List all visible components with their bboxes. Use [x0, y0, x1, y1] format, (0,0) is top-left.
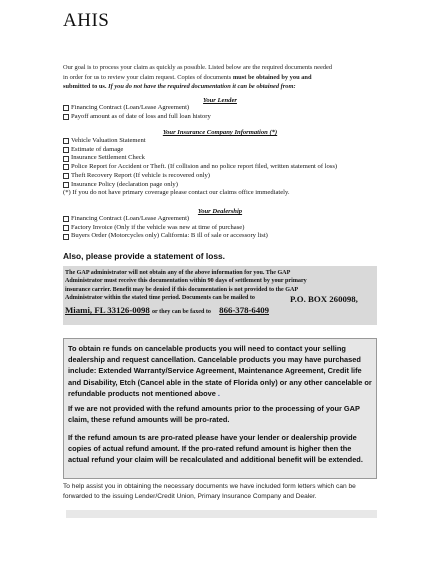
checkbox[interactable]	[63, 156, 69, 162]
checkbox[interactable]	[63, 182, 69, 188]
insurance-heading: Your Insurance Company Information (*)	[162, 129, 278, 136]
refund-paragraph-2: If we are not provided with the refund amounts prior to the processing of your GAP claim, these refund amounts will be pro-rated.	[68, 404, 360, 425]
checkbox[interactable]	[63, 225, 69, 231]
city-fax-line	[65, 305, 269, 315]
checklist-label: Theft Recovery Report (If vehicle is recovered only)	[71, 171, 210, 179]
checklist-label: Buyers Order (Motorcycles only) California: B ill of sale or accessory list)	[71, 232, 268, 240]
fax-number: 866-378-6409	[219, 305, 270, 315]
checkbox[interactable]	[63, 138, 69, 144]
checkbox[interactable]	[63, 114, 69, 120]
refund-information-box	[63, 338, 377, 479]
checklist-item[interactable]	[63, 224, 268, 233]
intro-line-1: Our goal is to process your claim as quickly as possible. Listed below are the required documents needed	[63, 64, 333, 71]
intro-paragraph	[63, 63, 383, 92]
checklist-item[interactable]	[63, 137, 337, 146]
checklist-label: Police Report for Accident or Theft. (If collision and no police report filed, written statement of loss)	[71, 163, 338, 171]
intro-emphasis-1: must be obtained by you and	[232, 73, 312, 81]
checklist-label: Financing Contract (Loan/Lease Agreement)	[71, 104, 190, 111]
lender-checklist	[63, 104, 211, 121]
checkbox[interactable]	[63, 216, 69, 222]
checklist-label: Factory Invoice (Only if the vehicle was new at time of purchase)	[71, 223, 245, 231]
po-box-address: P.O. BOX 260098,	[290, 294, 358, 304]
intro-emphasis-2: submitted to us.	[63, 83, 107, 90]
gap-line: Administrator must receive this documentation within 90 days of settlement by your primary	[65, 278, 307, 285]
checklist-item[interactable]	[63, 104, 211, 113]
gap-line: Administrator within the stated time period. Documents can be mailed to	[65, 295, 255, 302]
refund-text-1: To obtain re funds on cancelable products you will need to contact your selling dealership and request cancellation. Cancelable products you may have purchased include: Extended Warranty/Service Agreement, Maintenance Agreement, Credit life and Disability, Etch (Cancel able in the state of Florida only) or any other cancelable or refundable products not mentioned above	[68, 344, 372, 398]
checklist-item[interactable]	[63, 154, 337, 163]
loss-statement-request: Also, please provide a statement of loss.	[63, 251, 225, 261]
gap-line: insurance carrier. Benefit may be denied if this documentation is not provided to the GAP	[65, 286, 299, 293]
refund-paragraph-1	[68, 343, 374, 399]
checkbox[interactable]	[63, 105, 69, 111]
checklist-item[interactable]	[63, 215, 268, 224]
checklist-item[interactable]	[63, 113, 211, 122]
shaded-bar	[66, 510, 377, 518]
insurance-checklist	[63, 137, 337, 198]
intro-emphasis-3: If you do not have the required documentation it can be obtained from:	[108, 83, 296, 90]
checklist-item[interactable]	[63, 172, 337, 181]
dealership-checklist	[63, 215, 268, 241]
dealership-heading: Your Dealership	[197, 208, 243, 215]
refund-dot: .	[217, 388, 220, 398]
help-paragraph: To help assist you in obtaining the necessary documents we have included form letters which can be forwarded to the issuing Lender/Credit Union, Primary Insurance Company and Dealer.	[63, 483, 356, 500]
checklist-item[interactable]	[63, 232, 268, 241]
checklist-item[interactable]	[63, 163, 337, 172]
intro-line-2: in order for us to review your claim request. Copies of documents	[63, 73, 232, 81]
checkbox[interactable]	[63, 147, 69, 153]
checklist-label: Vehicle Valuation Statement	[71, 137, 146, 144]
checklist-label: Payoff amount as of date of loss and full loan history	[71, 112, 211, 120]
city-zip: Miami, FL 33126-0098	[65, 305, 150, 315]
checklist-label: Financing Contract (Loan/Lease Agreement)	[71, 215, 190, 222]
checklist-item[interactable]	[63, 181, 337, 190]
checklist-label: Insurance Policy (declaration page only)	[71, 180, 178, 188]
gap-administrator-notice	[63, 266, 377, 325]
checkbox[interactable]	[63, 164, 69, 170]
checklist-label: Insurance Settlement Check	[71, 154, 145, 162]
fax-text: or they can be faxed to	[152, 309, 211, 315]
checklist-label: Estimate of damage	[71, 145, 124, 153]
checklist-item[interactable]	[63, 146, 337, 155]
insurance-note: (*) If you do not have primary coverage please contact our claims office immediately.	[63, 189, 290, 197]
lender-heading: Your Lender	[203, 97, 237, 104]
gap-line: The GAP administrator will not obtain any of the above information for you. The GAP	[65, 270, 291, 276]
document-title: AHIS	[63, 10, 110, 31]
checkbox[interactable]	[63, 234, 69, 240]
checkbox[interactable]	[63, 173, 69, 179]
refund-paragraph-3: If the refund amoun ts are pro-rated please have your lender or dealership provide copies of actual refund amount. If the pro-rated refund amount is higher then the actual refund your claim will be recalculated and additional benefit will be extended.	[68, 433, 363, 465]
